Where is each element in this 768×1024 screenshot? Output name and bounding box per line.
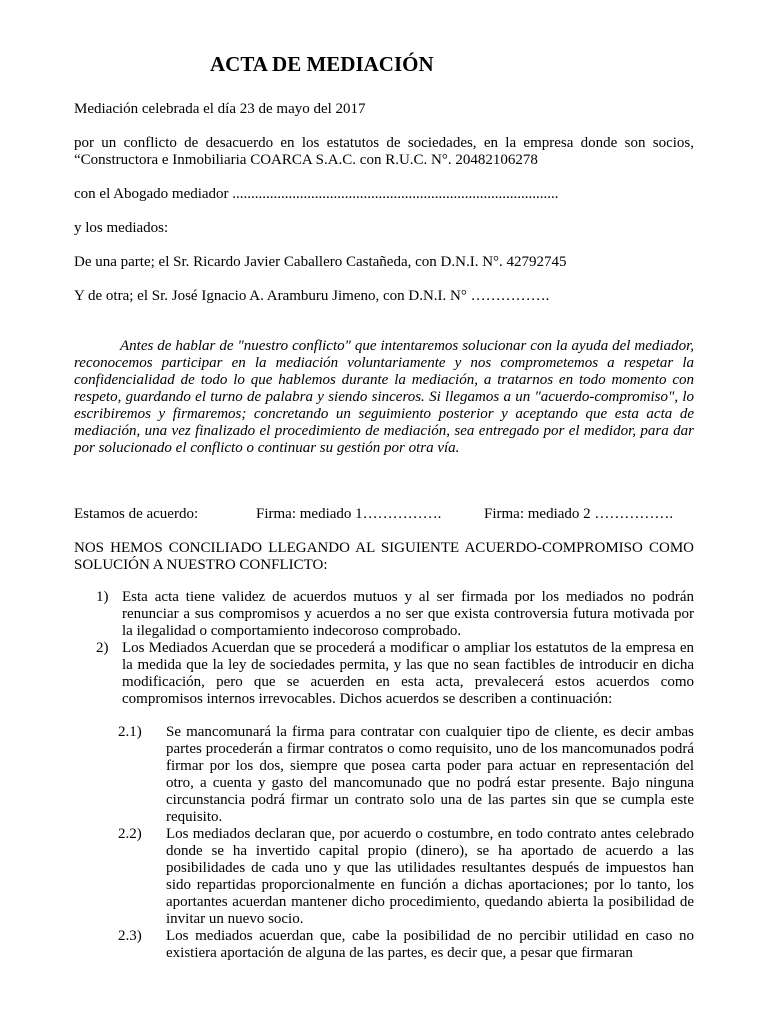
agreement-numbered-list bbox=[74, 589, 694, 708]
list-item-text: Esta acta tiene validez de acuerdos mutuos y al ser firmada por los mediados no podrán renunciar a sus compromisos y acuerdos a no ser que exista controversia futura motivada por la ilegalidad o comportamiento indecoroso comprobado. bbox=[122, 589, 694, 639]
conciliation-heading: NOS HEMOS CONCILIADO LLEGANDO AL SIGUIENTE ACUERDO-COMPROMISO COMO SOLUCIÓN A NUESTRO CONFLICTO: bbox=[74, 540, 694, 573]
agreement-sub-list bbox=[74, 724, 694, 962]
sub-list-item-marker: 2.3) bbox=[118, 928, 142, 944]
party-one-line: De una parte; el Sr. Ricardo Javier Caballero Castañeda, con D.N.I. N°. 42792745 bbox=[74, 254, 567, 270]
sub-list-item bbox=[74, 826, 694, 928]
document-title: ACTA DE MEDIACIÓN bbox=[210, 52, 434, 76]
list-item-marker: 1) bbox=[96, 589, 109, 605]
signature-mediado-1: Firma: mediado 1……………. bbox=[256, 506, 442, 522]
mediation-date-line: Mediación celebrada el día 23 de mayo del 2017 bbox=[74, 101, 366, 117]
list-item bbox=[74, 589, 694, 640]
conflict-description: por un conflicto de desacuerdo en los estatutos de sociedades, en la empresa donde son socios, “Constructora e Inmobiliaria COARCA S.A.C. con R.U.C. N°. 20482106278 bbox=[74, 135, 694, 168]
agreement-label: Estamos de acuerdo: bbox=[74, 506, 199, 522]
list-item-marker: 2) bbox=[96, 640, 109, 656]
mediados-label: y los mediados: bbox=[74, 220, 169, 236]
document-page bbox=[74, 0, 694, 1024]
sub-list-item bbox=[74, 724, 694, 826]
list-item bbox=[74, 640, 694, 708]
signature-mediado-2: Firma: mediado 2 ……………. bbox=[484, 506, 674, 522]
mediator-line: con el Abogado mediador ....................................................................................... bbox=[74, 186, 559, 202]
sub-list-item-marker: 2.2) bbox=[118, 826, 142, 842]
preamble-paragraph: Antes de hablar de "nuestro conflicto" que intentaremos solucionar con la ayuda del mediador, reconocemos participar en la mediación voluntariamente y nos comprometemos a respetar la confidencialidad de todo lo que hablemos durante la mediación, a tratarnos en todo momento con respeto, guardando el turno de palabra y siendo sinceros. Si llegamos a un "acuerdo-compromiso", lo escribiremos y firmaremos; concretando un seguimiento posterior y aceptando que esta acta de mediación, una vez finalizado el procedimiento de mediación, sea entregado por el medidor, para dar por solucionado el conflicto o continuar su gestión por otra vía. bbox=[74, 338, 694, 456]
sub-list-item-text: Los mediados declaran que, por acuerdo o costumbre, en todo contrato antes celebrado donde se ha invertido capital propio (dinero), se ha aportado de acuerdo a las posibilidades de cada uno y que las utilidades resultantes después de impuestos han sido repartidas proporcionalmente en función a dichas aportaciones; por lo tanto, los aportantes acuerdan mantener dicho procedimiento, quedando abierta la posibilidad de invitar un nuevo socio. bbox=[166, 826, 694, 927]
sub-list-item bbox=[74, 928, 694, 962]
sub-list-item-text: Los mediados acuerdan que, cabe la posibilidad de no percibir utilidad en caso no existiera aportación de alguna de las partes, es decir que, a pesar que firmaran bbox=[166, 928, 694, 961]
sub-list-item-marker: 2.1) bbox=[118, 724, 142, 740]
list-item-text: Los Mediados Acuerdan que se procederá a modificar o ampliar los estatutos de la empresa en la medida que la ley de sociedades permita, y las que no sean factibles de introducir en dicha modificación, pero que se acuerden en esta acta, prevalecerá estos acuerdos como compromisos internos irrevocables. Dichos acuerdos se describen a continuación: bbox=[122, 640, 694, 707]
sub-list-item-text: Se mancomunará la firma para contratar con cualquier tipo de cliente, es decir ambas partes procederán a firmar contratos o como requisito, uno de los mancomunados podrá firmar por los dos, siempre que posea carta poder para actuar en representación del otro, a cuenta y gasto del mancomunado que no podrá estar presente. Bajo ninguna circunstancia podrá firmar un contrato solo una de las partes sin que se cumpla este requisito. bbox=[166, 724, 694, 825]
agreement-signature-row bbox=[74, 506, 694, 523]
party-two-line: Y de otra; el Sr. José Ignacio A. Aramburu Jimeno, con D.N.I. N° ……………. bbox=[74, 288, 550, 304]
